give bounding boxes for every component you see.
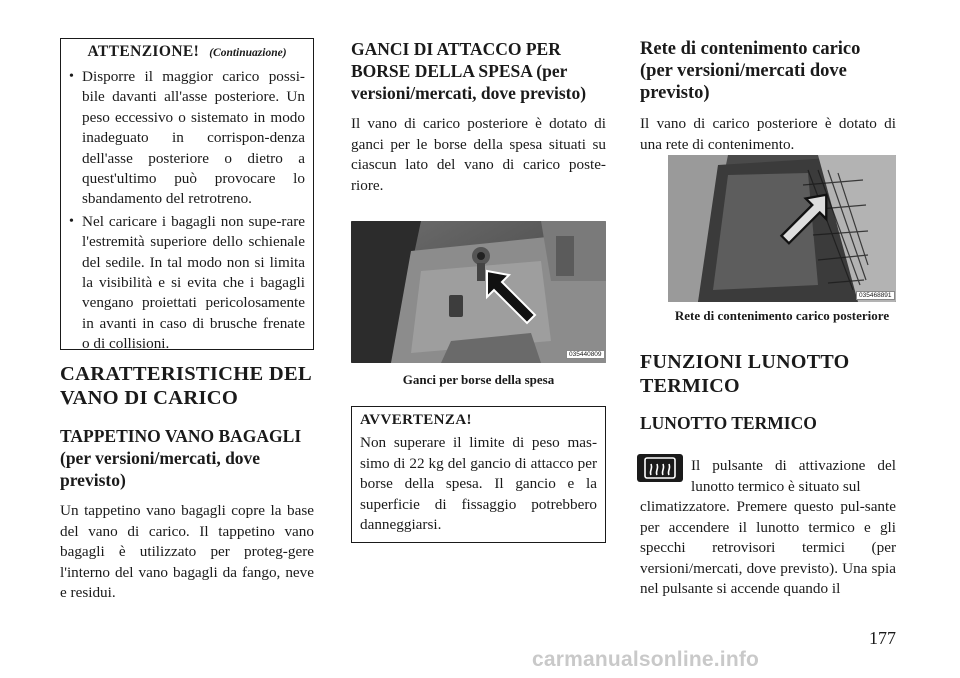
watermark[interactable]: carmanualsonline.info — [532, 648, 760, 671]
net-paragraph: Il vano di carico posteriore è dotato di una rete di contenimento. — [640, 115, 896, 153]
hooks-heading-bold: GANCI DI ATTACCO PER BORSE DELLA SPESA — [351, 39, 561, 81]
section-heading-net: Rete di contenimento carico (per versioni/mercati dove previsto) — [640, 39, 861, 103]
subheading-rest: (per versioni/mercati, dove previsto) — [60, 448, 261, 490]
defrost-paragraph-first: Il pulsante di attivazione del lunotto termico è situato sul — [691, 457, 896, 495]
warning-list — [69, 67, 305, 355]
arrow-icon — [483, 267, 543, 327]
warning-title: ATTENZIONE! — [87, 43, 200, 60]
column-1 — [60, 362, 314, 604]
hooks-heading-rest: (per versioni/mercati, dove previsto) — [351, 61, 587, 103]
grocery-hooks-illustration — [351, 221, 606, 363]
subheading-bold: TAPPETINO VANO BAGAGLI — [60, 426, 302, 446]
column-3-lower — [640, 350, 896, 434]
cargo-net-caption: Rete di contenimento carico posteriore — [674, 308, 890, 323]
column-2 — [351, 38, 606, 196]
warning-bullet: • Disporre il maggior carico possi-bile davanti all'asse posteriore. Un peso eccessivo o sistemato in modo inadeguato in corrispon-denza dell'asse posteriore o dietro a quest'ultimo può provocare lo sbandamento del retrotreno. — [69, 67, 305, 210]
image-code: 035440809 — [566, 350, 605, 359]
section-heading-defrost: FUNZIONI LUNOTTO TERMICO — [640, 351, 850, 397]
page-number: 177 — [869, 628, 896, 648]
caution-box — [351, 406, 606, 543]
arrow-icon — [774, 191, 830, 247]
defrost-paragraph-rest: climatizzatore. Premere questo pul-sante per accendere il lunotto termico e gli specchi retrovisori termici (per versioni/mercati, dove previsto). Una spia nel pulsante si accende quando il — [640, 498, 896, 598]
section-heading-cargo: CARATTERISTICHE DEL VANO DI CARICO — [60, 363, 311, 409]
section-heading-hooks — [351, 38, 606, 104]
image-code: 035468891 — [856, 291, 895, 300]
hooks-paragraph: Il vano di carico posteriore è dotato di ganci per le borse della spesa situati su ciascun lato del vano di carico poste-riore. — [351, 115, 606, 194]
continuation-label: (Continuazione) — [209, 47, 287, 59]
warning-title-row — [69, 43, 305, 61]
warning-bullet: • Nel caricare i bagagli non supe-rare l'estremità superiore dello schienale del sedile. In tal modo non si limita la visibilità e si evita che i bagagli vengano proiettati pericolosamente in avanti in caso di brusche frenate o di collisioni. — [69, 212, 305, 355]
caution-title: AVVERTENZA! — [360, 412, 472, 428]
cargo-net-photo — [668, 155, 896, 302]
column-3 — [640, 38, 896, 155]
rear-defrost-icon — [637, 454, 683, 482]
caution-paragraph: Non superare il limite di peso mas-simo di 22 kg del gancio di attacco per borse della spesa. Il gancio e la superficie di fissaggio potrebbero danneggiarsi. — [360, 434, 597, 534]
warning-box — [60, 38, 314, 353]
subheading-cargo-mat — [60, 425, 314, 491]
subheading-defrost: LUNOTTO TERMICO — [640, 413, 817, 433]
grocery-hooks-photo — [351, 221, 606, 363]
grocery-hooks-caption: Ganci per borse della spesa — [402, 372, 555, 387]
cargo-mat-paragraph: Un tappetino vano bagagli copre la base del vano di carico. Il tappetino vano bagagli è utilizzato per proteg-gere l'interno del vano bagagli da fango, neve e residui. — [60, 502, 314, 602]
